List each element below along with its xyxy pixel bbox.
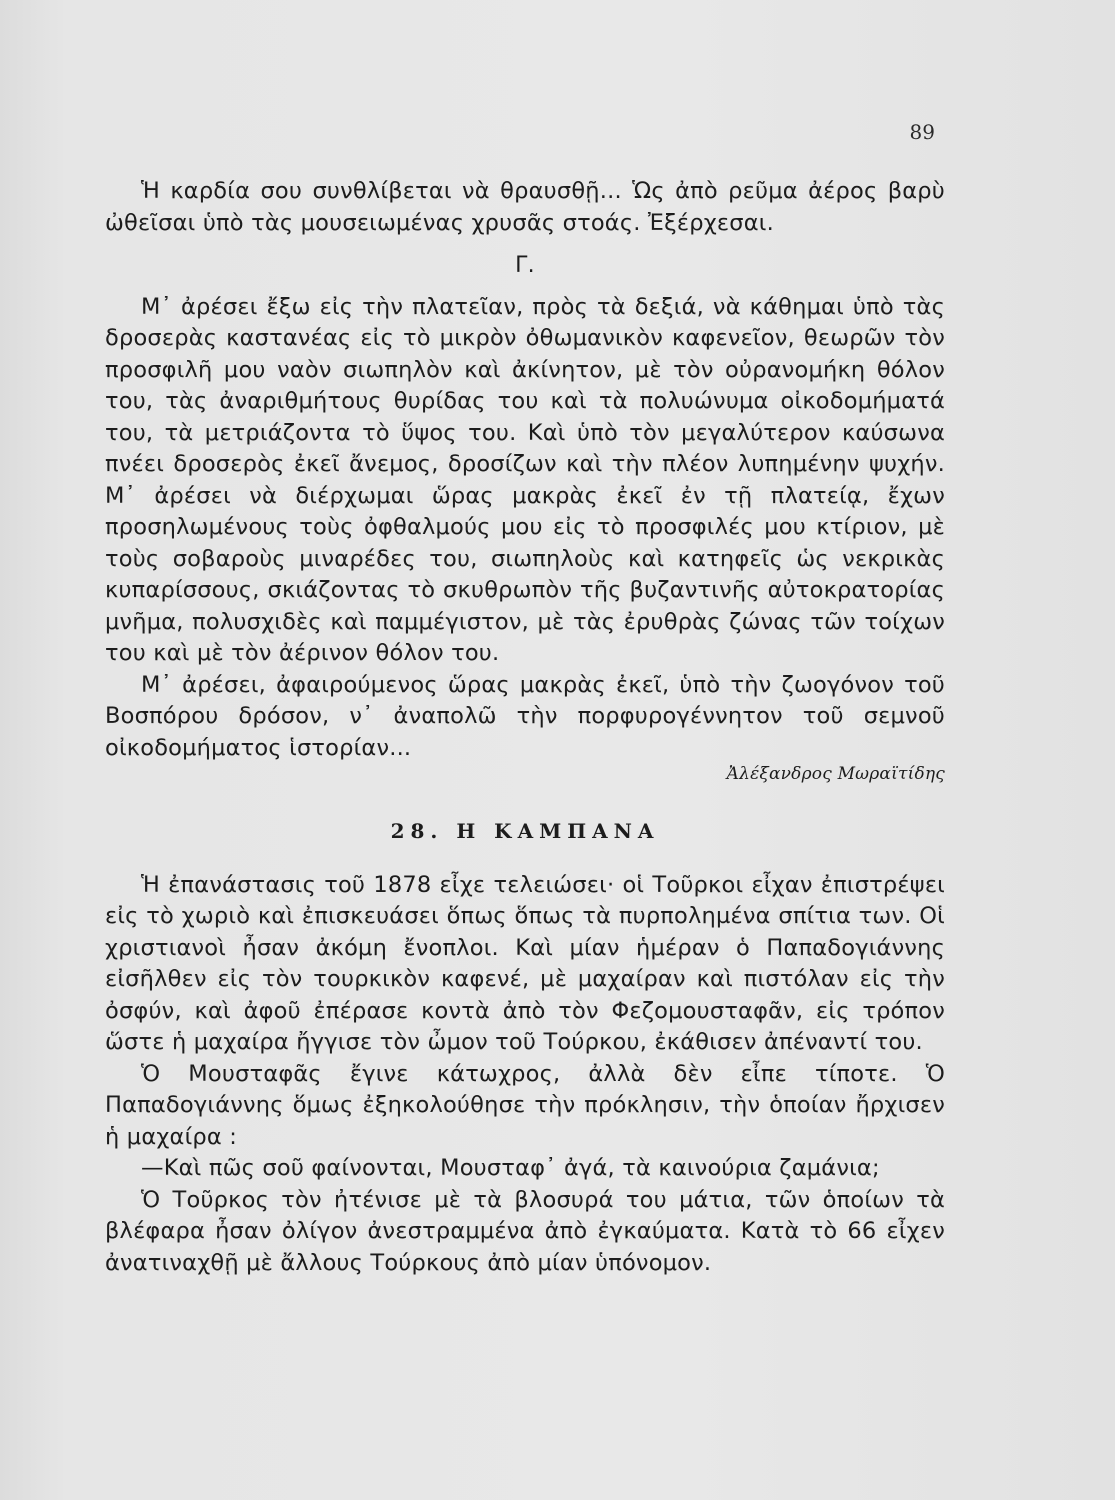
chapter-paragraph-4: Ὁ Τοῦρκος τὸν ἠτένισε μὲ τὰ βλοσυρά του μάτια, τῶν ὁποίων τὰ βλέφαρα ἦσαν ὀλίγον ἀνεστραμμένα ἀπὸ ἐγκαύματα. Κατὰ τὸ 66 εἶχεν ἀνατιναχθῇ μὲ ἄλλους Τούρκους ἀπὸ μίαν ὑπόνομον. [105,1186,945,1276]
chapter-title: 28. Η ΚΑΜΠΑΝΑ [390,819,660,843]
section-paragraph-1: Μ᾽ ἀρέσει ἔξω εἰς τὴν πλατεῖαν, πρὸς τὰ δεξιά, νὰ κάθημαι ὑπὸ τὰς δροσερὰς καστανέας εἰς τὸ μικρὸν ὀθωμανικὸν καφενεῖον, θεωρῶν τὸν προσφιλῆ μου ναὸν σιωπηλὸν καὶ ἀκίνητον, μὲ τὸν οὐρανομήκη θόλον του, τὰς ἀναριθμήτους θυρίδας του καὶ τὰ πολυώνυμα οἰκοδομήματά του, τὰ μετριάζοντα τὸ ὕψος του. Καὶ ὑπὸ τὸν μεγαλύτερον καύσωνα πνέει δροσερὸς ἐκεῖ ἄνεμος, δροσίζων καὶ τὴν πλέον λυπημένην ψυχήν. Μ᾽ ἀρέσει νὰ διέρχωμαι ὥρας μακρὰς ἐκεῖ ἐν τῇ πλατείᾳ, ἔχων προσηλωμένους τοὺς ὀφθαλμούς μου εἰς τὸ προσφιλές μου κτίριον, μὲ τοὺς σοβαροὺς μιναρέδες του, σιωπηλοὺς καὶ κατηφεῖς ὡς νεκρικὰς κυπαρίσσους, σκιάζοντας τὸ σκυθρωπὸν τῆς βυζαντινῆς αὐτοκρατορίας μνῆμα, πολυσχιδὲς καὶ παμμέγιστον, μὲ τὰς ἐρυθρὰς ζώνας τῶν τοίχων του καὶ μὲ τὸν ἀέρινον θόλον του. [105,293,945,666]
author-signature: Ἀλέξανδρος Μωραϊτίδης [726,764,945,784]
section-paragraph-2: Μ᾽ ἀρέσει, ἀφαιρούμενος ὥρας μακρὰς ἐκεῖ, ὑπὸ τὴν ζωογόνον τοῦ Βοσπόρου δρόσον, ν᾽ ἀναπολῶ τὴν πορφυρογέννητον τοῦ σεμνοῦ οἰκοδομήματος ἱστορίαν... [105,671,945,761]
chapter-paragraph-2: Ὁ Μουσταφᾶς ἔγινε κάτωχρος, ἀλλὰ δὲν εἶπε τίποτε. Ὁ Παπαδογιάννης ὅμως ἐξηκολούθησε τὴν πρόκλησιν, τὴν ὁποίαν ἤρχισεν ἡ μαχαίρα : [105,1060,945,1150]
page-number: 89 [909,120,935,144]
section-marker: Γ. [515,253,535,278]
text-body [105,176,945,1279]
chapter-paragraph-3: —Καὶ πῶς σοῦ φαίνονται, Μουσταφ᾽ ἀγά, τὰ καινούρια ζαμάνια; [141,1155,880,1181]
opening-paragraph: Ἡ καρδία σου συνθλίβεται νὰ θραυσθῇ... Ὡς ἀπὸ ρεῦμα ἀέρος βαρὺ ὠθεῖσαι ὑπὸ τὰς μουσειωμένας χρυσᾶς στοάς. Ἐξέρχεσαι. [105,178,945,236]
chapter-paragraph-1: Ἡ ἐπανάστασις τοῦ 1878 εἶχε τελειώσει· οἱ Τοῦρκοι εἶχαν ἐπιστρέψει εἰς τὸ χωριὸ καὶ ἐπισκευάσει ὅπως ὅπως τὰ πυρποληµένα σπίτια των. Οἱ χριστιανοὶ ἦσαν ἀκόμη ἔνοπλοι. Καὶ μίαν ἡμέραν ὁ Παπαδογιάννης εἰσῆλθεν εἰς τὸν τουρκικὸν καφενέ, μὲ μαχαίραν καὶ πιστόλαν εἰς τὴν ὀσφύν, καὶ ἀφοῦ ἐπέρασε κοντὰ ἀπὸ τὸν Φεζομουσταφᾶν, εἰς τρόπον ὥστε ἡ μαχαίρα ἤγγισε τὸν ὦμον τοῦ Τούρκου, ἐκάθισεν ἀπέναντί του. [105,871,945,1055]
